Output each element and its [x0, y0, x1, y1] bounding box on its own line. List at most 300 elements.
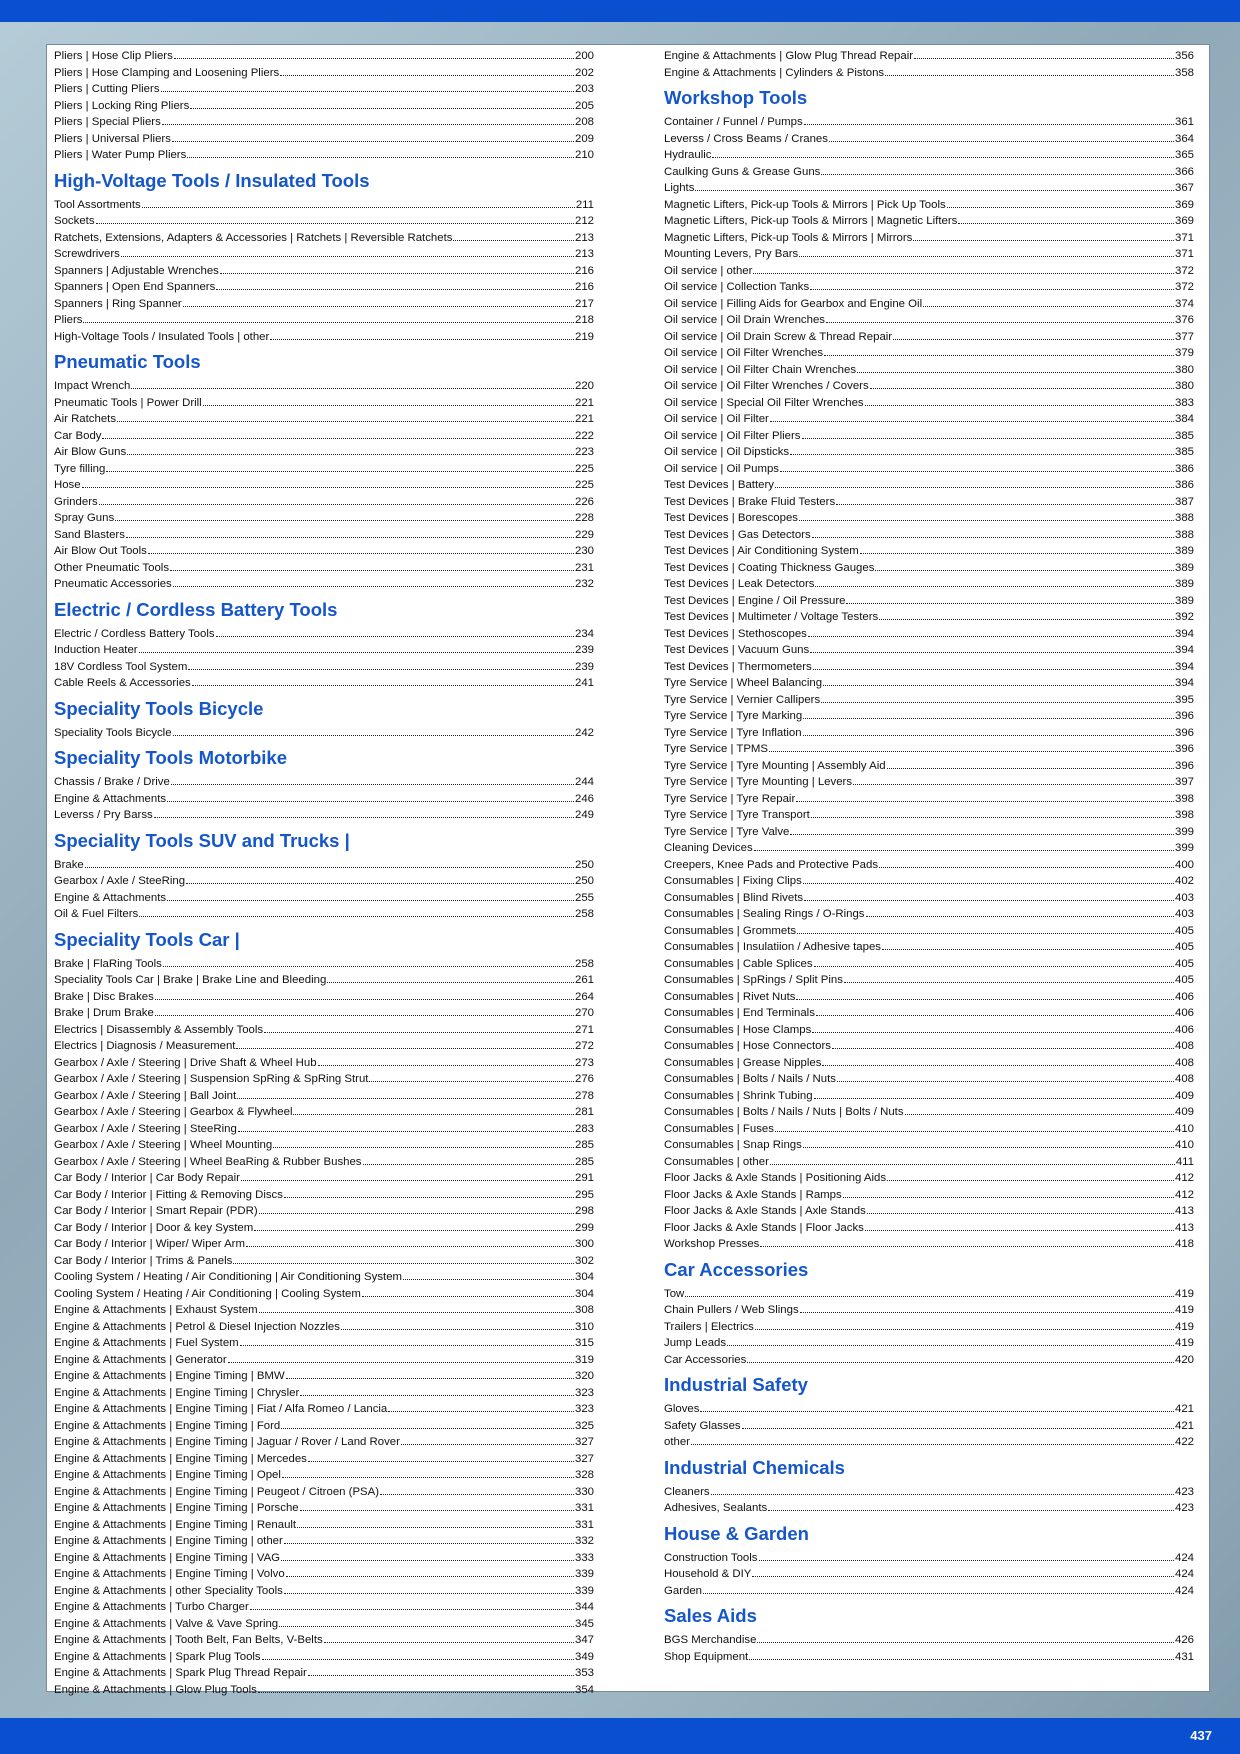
- index-entry[interactable]: [664, 1203, 1194, 1220]
- index-entry[interactable]: [54, 543, 594, 560]
- index-entry[interactable]: [664, 1055, 1194, 1072]
- entry-page-number: 228: [574, 512, 594, 524]
- index-entry[interactable]: [664, 593, 1194, 610]
- index-entry[interactable]: [664, 758, 1194, 775]
- index-entry[interactable]: [54, 725, 594, 742]
- entry-page-number: 315: [574, 1337, 594, 1349]
- dot-leader: [803, 731, 1174, 736]
- entry-label: Engine & Attachments | Cylinders & Pistons: [664, 66, 885, 79]
- entry-label: Cleaners: [664, 1485, 710, 1498]
- index-entry[interactable]: [664, 180, 1194, 197]
- entry-label: Oil service | Oil Filter Wrenches: [664, 347, 824, 359]
- index-entry[interactable]: [54, 1302, 594, 1319]
- entry-label: Leverss / Cross Beams / Cranes: [664, 132, 828, 145]
- index-entry[interactable]: [664, 477, 1194, 494]
- index-entry[interactable]: [54, 1665, 594, 1682]
- entry-label: Consumables | Bolts / Nails / Nuts: [664, 1073, 836, 1085]
- index-entry[interactable]: [54, 857, 594, 874]
- index-entry[interactable]: [664, 213, 1194, 230]
- index-entry[interactable]: [54, 1071, 594, 1088]
- entry-label: Oil service | Filling Aids for Gearbox and Engine Oil: [664, 297, 923, 310]
- entry-page-number: 205: [574, 99, 594, 112]
- entry-page-number: 223: [574, 446, 594, 458]
- index-entry[interactable]: [54, 1253, 594, 1270]
- index-entry[interactable]: [54, 1022, 594, 1039]
- index-entry[interactable]: [54, 1121, 594, 1138]
- entry-label: Garden: [664, 1584, 702, 1597]
- index-entry[interactable]: [54, 1055, 594, 1072]
- index-entry[interactable]: [664, 1500, 1194, 1517]
- index-entry[interactable]: [664, 543, 1194, 560]
- index-entry[interactable]: [664, 1071, 1194, 1088]
- index-entry[interactable]: [664, 1335, 1194, 1352]
- index-entry[interactable]: [664, 873, 1194, 890]
- dot-leader: [284, 1539, 574, 1544]
- index-entry[interactable]: [54, 675, 594, 692]
- index-entry[interactable]: [664, 1401, 1194, 1418]
- entry-label: Car Body / Interior | Smart Repair (PDR): [54, 1205, 258, 1217]
- index-entry[interactable]: [664, 114, 1194, 131]
- index-entry[interactable]: [54, 1220, 594, 1237]
- index-entry[interactable]: [54, 1583, 594, 1600]
- index-entry[interactable]: [54, 1599, 594, 1616]
- entry-page-number: 349: [574, 1650, 594, 1663]
- dot-leader: [770, 1160, 1175, 1165]
- entry-label: Engine & Attachments: [54, 792, 167, 805]
- entry-page-number: 308: [574, 1304, 594, 1316]
- entry-label: Induction Heater: [54, 644, 138, 656]
- index-entry[interactable]: [664, 906, 1194, 923]
- dot-leader: [799, 252, 1174, 257]
- entry-page-number: 213: [574, 231, 594, 244]
- index-entry[interactable]: [54, 1385, 594, 1402]
- dot-leader: [300, 1506, 574, 1511]
- index-entry[interactable]: [54, 378, 594, 395]
- entry-page-number: 423: [1174, 1502, 1194, 1514]
- entry-page-number: 384: [1174, 413, 1194, 425]
- index-entry[interactable]: [54, 263, 594, 280]
- index-section-speciality-tools-motorbike: [54, 747, 594, 824]
- entry-label: Tyre filling: [54, 462, 106, 475]
- index-entry[interactable]: [664, 1236, 1194, 1253]
- entry-label: Oil & Fuel Filters: [54, 908, 139, 920]
- index-section-high-voltage-tools-insulated-tools: [54, 170, 594, 346]
- dot-leader: [254, 1226, 574, 1231]
- index-entry[interactable]: [664, 840, 1194, 857]
- index-entry[interactable]: [54, 774, 594, 791]
- dot-leader: [814, 1094, 1174, 1099]
- entry-page-number: 225: [574, 479, 594, 491]
- dot-leader: [363, 1160, 574, 1165]
- entry-page-number: 424: [1174, 1584, 1194, 1597]
- index-column-right: [664, 48, 1194, 1665]
- index-entry[interactable]: [54, 477, 594, 494]
- index-entry[interactable]: [664, 527, 1194, 544]
- index-entry[interactable]: [664, 1187, 1194, 1204]
- index-entry[interactable]: [664, 1088, 1194, 1105]
- index-entry[interactable]: [664, 494, 1194, 511]
- index-entry[interactable]: [54, 428, 594, 445]
- index-entry[interactable]: [664, 296, 1194, 313]
- dot-leader: [369, 1077, 574, 1082]
- index-entry[interactable]: [664, 576, 1194, 593]
- index-entry[interactable]: [54, 1319, 594, 1336]
- entry-label: Consumables | Blind Rivets: [664, 891, 804, 904]
- index-entry[interactable]: [664, 1632, 1194, 1649]
- index-entry[interactable]: [664, 246, 1194, 263]
- index-entry[interactable]: [664, 1038, 1194, 1055]
- entry-label: Pliers | Hose Clip Pliers: [54, 50, 173, 62]
- index-entry[interactable]: [54, 791, 594, 808]
- index-entry[interactable]: [664, 890, 1194, 907]
- entry-label: Test Devices | Leak Detectors: [664, 578, 815, 590]
- index-entry[interactable]: [54, 1088, 594, 1105]
- index-entry[interactable]: [54, 972, 594, 989]
- index-entry[interactable]: [664, 65, 1194, 82]
- index-entry[interactable]: [664, 725, 1194, 742]
- index-entry[interactable]: [664, 692, 1194, 709]
- index-entry[interactable]: [54, 197, 594, 214]
- index-entry[interactable]: [54, 131, 594, 148]
- index-entry[interactable]: [54, 1187, 594, 1204]
- index-entry[interactable]: [54, 1104, 594, 1121]
- index-entry[interactable]: [54, 1616, 594, 1633]
- index-entry[interactable]: [664, 1137, 1194, 1154]
- index-entry[interactable]: [54, 213, 594, 230]
- entry-page-number: 202: [574, 66, 594, 79]
- dot-leader: [259, 1308, 574, 1313]
- dot-leader: [865, 1226, 1174, 1231]
- index-entry[interactable]: [664, 444, 1194, 461]
- index-entry[interactable]: [54, 1484, 594, 1501]
- entry-label: Engine & Attachments | Engine Timing | Mercedes: [54, 1452, 307, 1465]
- index-entry[interactable]: [54, 626, 594, 643]
- entry-label: Test Devices | Brake Fluid Testers: [664, 495, 836, 508]
- entry-page-number: 405: [1174, 957, 1194, 970]
- index-entry[interactable]: [664, 230, 1194, 247]
- index-entry[interactable]: [664, 1418, 1194, 1435]
- entry-page-number: 413: [1174, 1205, 1194, 1217]
- entry-label: Gearbox / Axle / SteeRing: [54, 875, 186, 887]
- index-entry[interactable]: [54, 873, 594, 890]
- entry-page-number: 424: [1174, 1568, 1194, 1580]
- dot-leader: [388, 1407, 574, 1412]
- index-entry[interactable]: [664, 642, 1194, 659]
- index-entry[interactable]: [664, 659, 1194, 676]
- entry-label: Engine & Attachments | Engine Timing | Volvo: [54, 1568, 285, 1580]
- index-entry[interactable]: [664, 972, 1194, 989]
- dot-leader: [812, 533, 1174, 538]
- index-entry[interactable]: [54, 807, 594, 824]
- dot-leader: [800, 1308, 1174, 1313]
- entry-page-number: 212: [574, 215, 594, 227]
- index-entry[interactable]: [54, 411, 594, 428]
- index-entry[interactable]: [664, 329, 1194, 346]
- entry-page-number: 389: [1174, 545, 1194, 557]
- index-entry[interactable]: [664, 1154, 1194, 1171]
- index-entry[interactable]: [54, 1500, 594, 1517]
- index-entry[interactable]: [54, 1632, 594, 1649]
- dot-leader: [775, 1127, 1174, 1132]
- entry-page-number: 410: [1174, 1139, 1194, 1151]
- index-entry[interactable]: [664, 164, 1194, 181]
- index-entry[interactable]: [54, 246, 594, 263]
- entry-label: Pliers | Universal Pliers: [54, 132, 171, 145]
- entry-label: Tyre Service | Tyre Inflation: [664, 726, 802, 739]
- dot-leader: [712, 153, 1174, 158]
- index-entry[interactable]: [664, 807, 1194, 824]
- index-entry[interactable]: [54, 1451, 594, 1468]
- dot-leader: [403, 1275, 574, 1280]
- index-entry[interactable]: [664, 1121, 1194, 1138]
- index-entry[interactable]: [54, 1467, 594, 1484]
- entry-label: Mounting Levers, Pry Bars: [664, 248, 799, 260]
- index-entry[interactable]: [54, 560, 594, 577]
- index-entry[interactable]: [54, 312, 594, 329]
- index-entry[interactable]: [54, 81, 594, 98]
- index-entry[interactable]: [664, 857, 1194, 874]
- entry-page-number: 220: [574, 380, 594, 392]
- index-entry[interactable]: [664, 956, 1194, 973]
- index-entry[interactable]: [664, 626, 1194, 643]
- index-entry[interactable]: [54, 230, 594, 247]
- index-entry[interactable]: [664, 1319, 1194, 1336]
- index-entry[interactable]: [664, 147, 1194, 164]
- entry-page-number: 319: [574, 1353, 594, 1366]
- index-entry[interactable]: [54, 65, 594, 82]
- index-entry[interactable]: [664, 48, 1194, 65]
- index-entry[interactable]: [54, 1203, 594, 1220]
- entry-label: Consumables | Rivet Nuts: [664, 990, 796, 1003]
- index-section-industrial-safety: [664, 1374, 1194, 1451]
- index-entry[interactable]: [54, 890, 594, 907]
- entry-page-number: 332: [574, 1535, 594, 1547]
- index-entry[interactable]: [664, 131, 1194, 148]
- index-entry[interactable]: [664, 510, 1194, 527]
- index-entry[interactable]: [664, 1022, 1194, 1039]
- entry-page-number: 333: [574, 1551, 594, 1564]
- dot-leader: [280, 71, 574, 76]
- dot-leader: [836, 500, 1174, 505]
- index-entry[interactable]: [54, 296, 594, 313]
- index-entry[interactable]: [664, 708, 1194, 725]
- index-entry[interactable]: [664, 461, 1194, 478]
- entry-page-number: 389: [1174, 578, 1194, 590]
- index-entry[interactable]: [664, 791, 1194, 808]
- index-entry[interactable]: [664, 1484, 1194, 1501]
- index-entry[interactable]: [54, 576, 594, 593]
- index-entry[interactable]: [54, 1154, 594, 1171]
- entry-label: Test Devices | Battery: [664, 479, 774, 491]
- index-entry[interactable]: [664, 197, 1194, 214]
- index-entry[interactable]: [664, 312, 1194, 329]
- index-entry[interactable]: [54, 494, 594, 511]
- entry-label: Oil service | Collection Tanks: [664, 281, 810, 293]
- index-entry[interactable]: [54, 147, 594, 164]
- index-entry[interactable]: [664, 411, 1194, 428]
- index-entry[interactable]: [664, 1434, 1194, 1451]
- entry-page-number: 216: [574, 281, 594, 293]
- index-entry[interactable]: [664, 675, 1194, 692]
- index-entry[interactable]: [54, 510, 594, 527]
- entry-label: Engine & Attachments | Valve & Vave Spring: [54, 1617, 279, 1630]
- index-entry[interactable]: [54, 1418, 594, 1435]
- index-entry[interactable]: [664, 362, 1194, 379]
- dot-leader: [115, 516, 574, 521]
- index-entry[interactable]: [54, 956, 594, 973]
- index-entry[interactable]: [54, 395, 594, 412]
- entry-label: Consumables | Grease Nipples: [664, 1056, 822, 1069]
- index-entry[interactable]: [664, 939, 1194, 956]
- index-entry[interactable]: [54, 1335, 594, 1352]
- entry-page-number: 386: [1174, 479, 1194, 491]
- index-entry[interactable]: [54, 461, 594, 478]
- index-entry[interactable]: [54, 1170, 594, 1187]
- entry-page-number: 413: [1174, 1221, 1194, 1234]
- index-entry[interactable]: [54, 989, 594, 1006]
- dot-leader: [297, 1523, 574, 1528]
- entry-label: Tyre Service | Tyre Marking: [664, 710, 803, 722]
- dot-leader: [308, 1457, 574, 1462]
- index-entry[interactable]: [54, 1352, 594, 1369]
- index-entry[interactable]: [664, 1649, 1194, 1666]
- entry-page-number: 424: [1174, 1551, 1194, 1564]
- entry-label: Engine & Attachments | Spark Plug Thread Repair: [54, 1667, 307, 1679]
- index-entry[interactable]: [664, 395, 1194, 412]
- entry-label: Gearbox / Axle / Steering | Suspension SpRing & SpRing Strut: [54, 1073, 369, 1085]
- section-heading: Car Accessories: [664, 1258, 809, 1280]
- index-entry[interactable]: [54, 1533, 594, 1550]
- index-entry[interactable]: [664, 428, 1194, 445]
- dot-leader: [220, 269, 574, 274]
- entry-label: Test Devices | Gas Detectors: [664, 528, 811, 541]
- index-entry[interactable]: [664, 1005, 1194, 1022]
- entry-label: Hose: [54, 479, 81, 491]
- index-entry[interactable]: [664, 1352, 1194, 1369]
- entry-label: Engine & Attachments | Engine Timing | Renault: [54, 1518, 297, 1531]
- index-entry[interactable]: [54, 1038, 594, 1055]
- entry-page-number: 331: [574, 1518, 594, 1531]
- dot-leader: [453, 236, 574, 241]
- index-entry[interactable]: [664, 1170, 1194, 1187]
- entry-label: Cooling System / Heating / Air Conditioning | Air Conditioning System: [54, 1271, 403, 1283]
- entry-label: Oil service | Oil Dipsticks: [664, 446, 790, 458]
- index-entry[interactable]: [54, 1566, 594, 1583]
- index-entry[interactable]: [54, 659, 594, 676]
- entry-label: Floor Jacks & Axle Stands | Floor Jacks: [664, 1221, 864, 1234]
- entry-label: BGS Merchandise: [664, 1634, 757, 1646]
- index-entry[interactable]: [54, 1682, 594, 1699]
- index-entry[interactable]: [54, 279, 594, 296]
- index-entry[interactable]: [54, 1137, 594, 1154]
- dot-leader: [293, 1110, 574, 1115]
- entry-label: 18V Cordless Tool System: [54, 660, 188, 673]
- index-entry[interactable]: [664, 378, 1194, 395]
- index-entry[interactable]: [54, 98, 594, 115]
- index-entry[interactable]: [664, 989, 1194, 1006]
- index-entry[interactable]: [54, 1286, 594, 1303]
- index-entry[interactable]: [54, 444, 594, 461]
- index-entry[interactable]: [664, 1104, 1194, 1121]
- entry-label: Oil service | Special Oil Filter Wrenches: [664, 396, 864, 409]
- entry-page-number: 320: [574, 1370, 594, 1382]
- dot-leader: [327, 978, 574, 983]
- index-entry[interactable]: [664, 279, 1194, 296]
- dot-leader: [804, 120, 1174, 125]
- section-heading: Electric / Cordless Battery Tools: [54, 598, 338, 620]
- index-entry[interactable]: [664, 609, 1194, 626]
- index-entry[interactable]: [54, 906, 594, 923]
- index-entry[interactable]: [54, 329, 594, 346]
- index-entry[interactable]: [664, 1220, 1194, 1237]
- entry-page-number: 273: [574, 1056, 594, 1069]
- dot-leader: [796, 995, 1174, 1000]
- dot-leader: [821, 698, 1174, 703]
- entry-page-number: 419: [1174, 1287, 1194, 1300]
- dot-leader: [875, 566, 1174, 571]
- index-entry[interactable]: [664, 1583, 1194, 1600]
- index-entry[interactable]: [664, 774, 1194, 791]
- index-entry[interactable]: [54, 1236, 594, 1253]
- index-entry[interactable]: [664, 923, 1194, 940]
- entry-label: Magnetic Lifters, Pick-up Tools & Mirrors | Mirrors: [664, 231, 913, 244]
- entry-label: Car Body / Interior | Wiper/ Wiper Arm: [54, 1238, 245, 1250]
- index-entry[interactable]: [54, 1005, 594, 1022]
- entry-label: Sand Blasters: [54, 528, 125, 541]
- index-entry[interactable]: [664, 1302, 1194, 1319]
- index-entry[interactable]: [664, 741, 1194, 758]
- entry-page-number: 371: [1174, 248, 1194, 260]
- index-entry[interactable]: [54, 48, 594, 65]
- index-entry[interactable]: [54, 1517, 594, 1534]
- dot-leader: [752, 1572, 1174, 1577]
- entry-label: Consumables | Shrink Tubing: [664, 1089, 813, 1102]
- index-entry[interactable]: [54, 1550, 594, 1567]
- entry-label: Oil service | Oil Drain Screw & Thread Repair: [664, 330, 893, 343]
- index-entry[interactable]: [54, 114, 594, 131]
- entry-label: Magnetic Lifters, Pick-up Tools & Mirrors | Magnetic Lifters: [664, 215, 958, 227]
- index-entry[interactable]: [664, 345, 1194, 362]
- index-entry[interactable]: [54, 1401, 594, 1418]
- index-entry[interactable]: [664, 1286, 1194, 1303]
- entry-page-number: 397: [1174, 776, 1194, 788]
- index-entry[interactable]: [664, 1566, 1194, 1583]
- index-entry[interactable]: [54, 1368, 594, 1385]
- index-entry[interactable]: [664, 824, 1194, 841]
- index-entry[interactable]: [54, 642, 594, 659]
- entry-label: Hydraulic: [664, 149, 712, 161]
- entry-label: Workshop Presses: [664, 1238, 760, 1250]
- entry-page-number: 225: [574, 462, 594, 475]
- section-heading: High-Voltage Tools / Insulated Tools: [54, 169, 370, 191]
- entry-page-number: 213: [574, 248, 594, 260]
- entry-page-number: 386: [1174, 462, 1194, 475]
- index-entry[interactable]: [664, 560, 1194, 577]
- index-entry[interactable]: [664, 263, 1194, 280]
- dot-leader: [796, 797, 1174, 802]
- entry-page-number: 250: [574, 858, 594, 871]
- entry-label: Air Ratchets: [54, 413, 117, 425]
- index-entry[interactable]: [54, 527, 594, 544]
- entry-label: Ratchets, Extensions, Adapters & Accessories | Ratchets | Reversible Ratchets: [54, 231, 453, 244]
- index-entry[interactable]: [54, 1269, 594, 1286]
- dot-leader: [262, 1655, 574, 1660]
- entry-label: Air Blow Out Tools: [54, 545, 147, 557]
- index-entry[interactable]: [54, 1649, 594, 1666]
- index-entry[interactable]: [664, 1550, 1194, 1567]
- index-entry[interactable]: [54, 1434, 594, 1451]
- dot-leader: [281, 1424, 574, 1429]
